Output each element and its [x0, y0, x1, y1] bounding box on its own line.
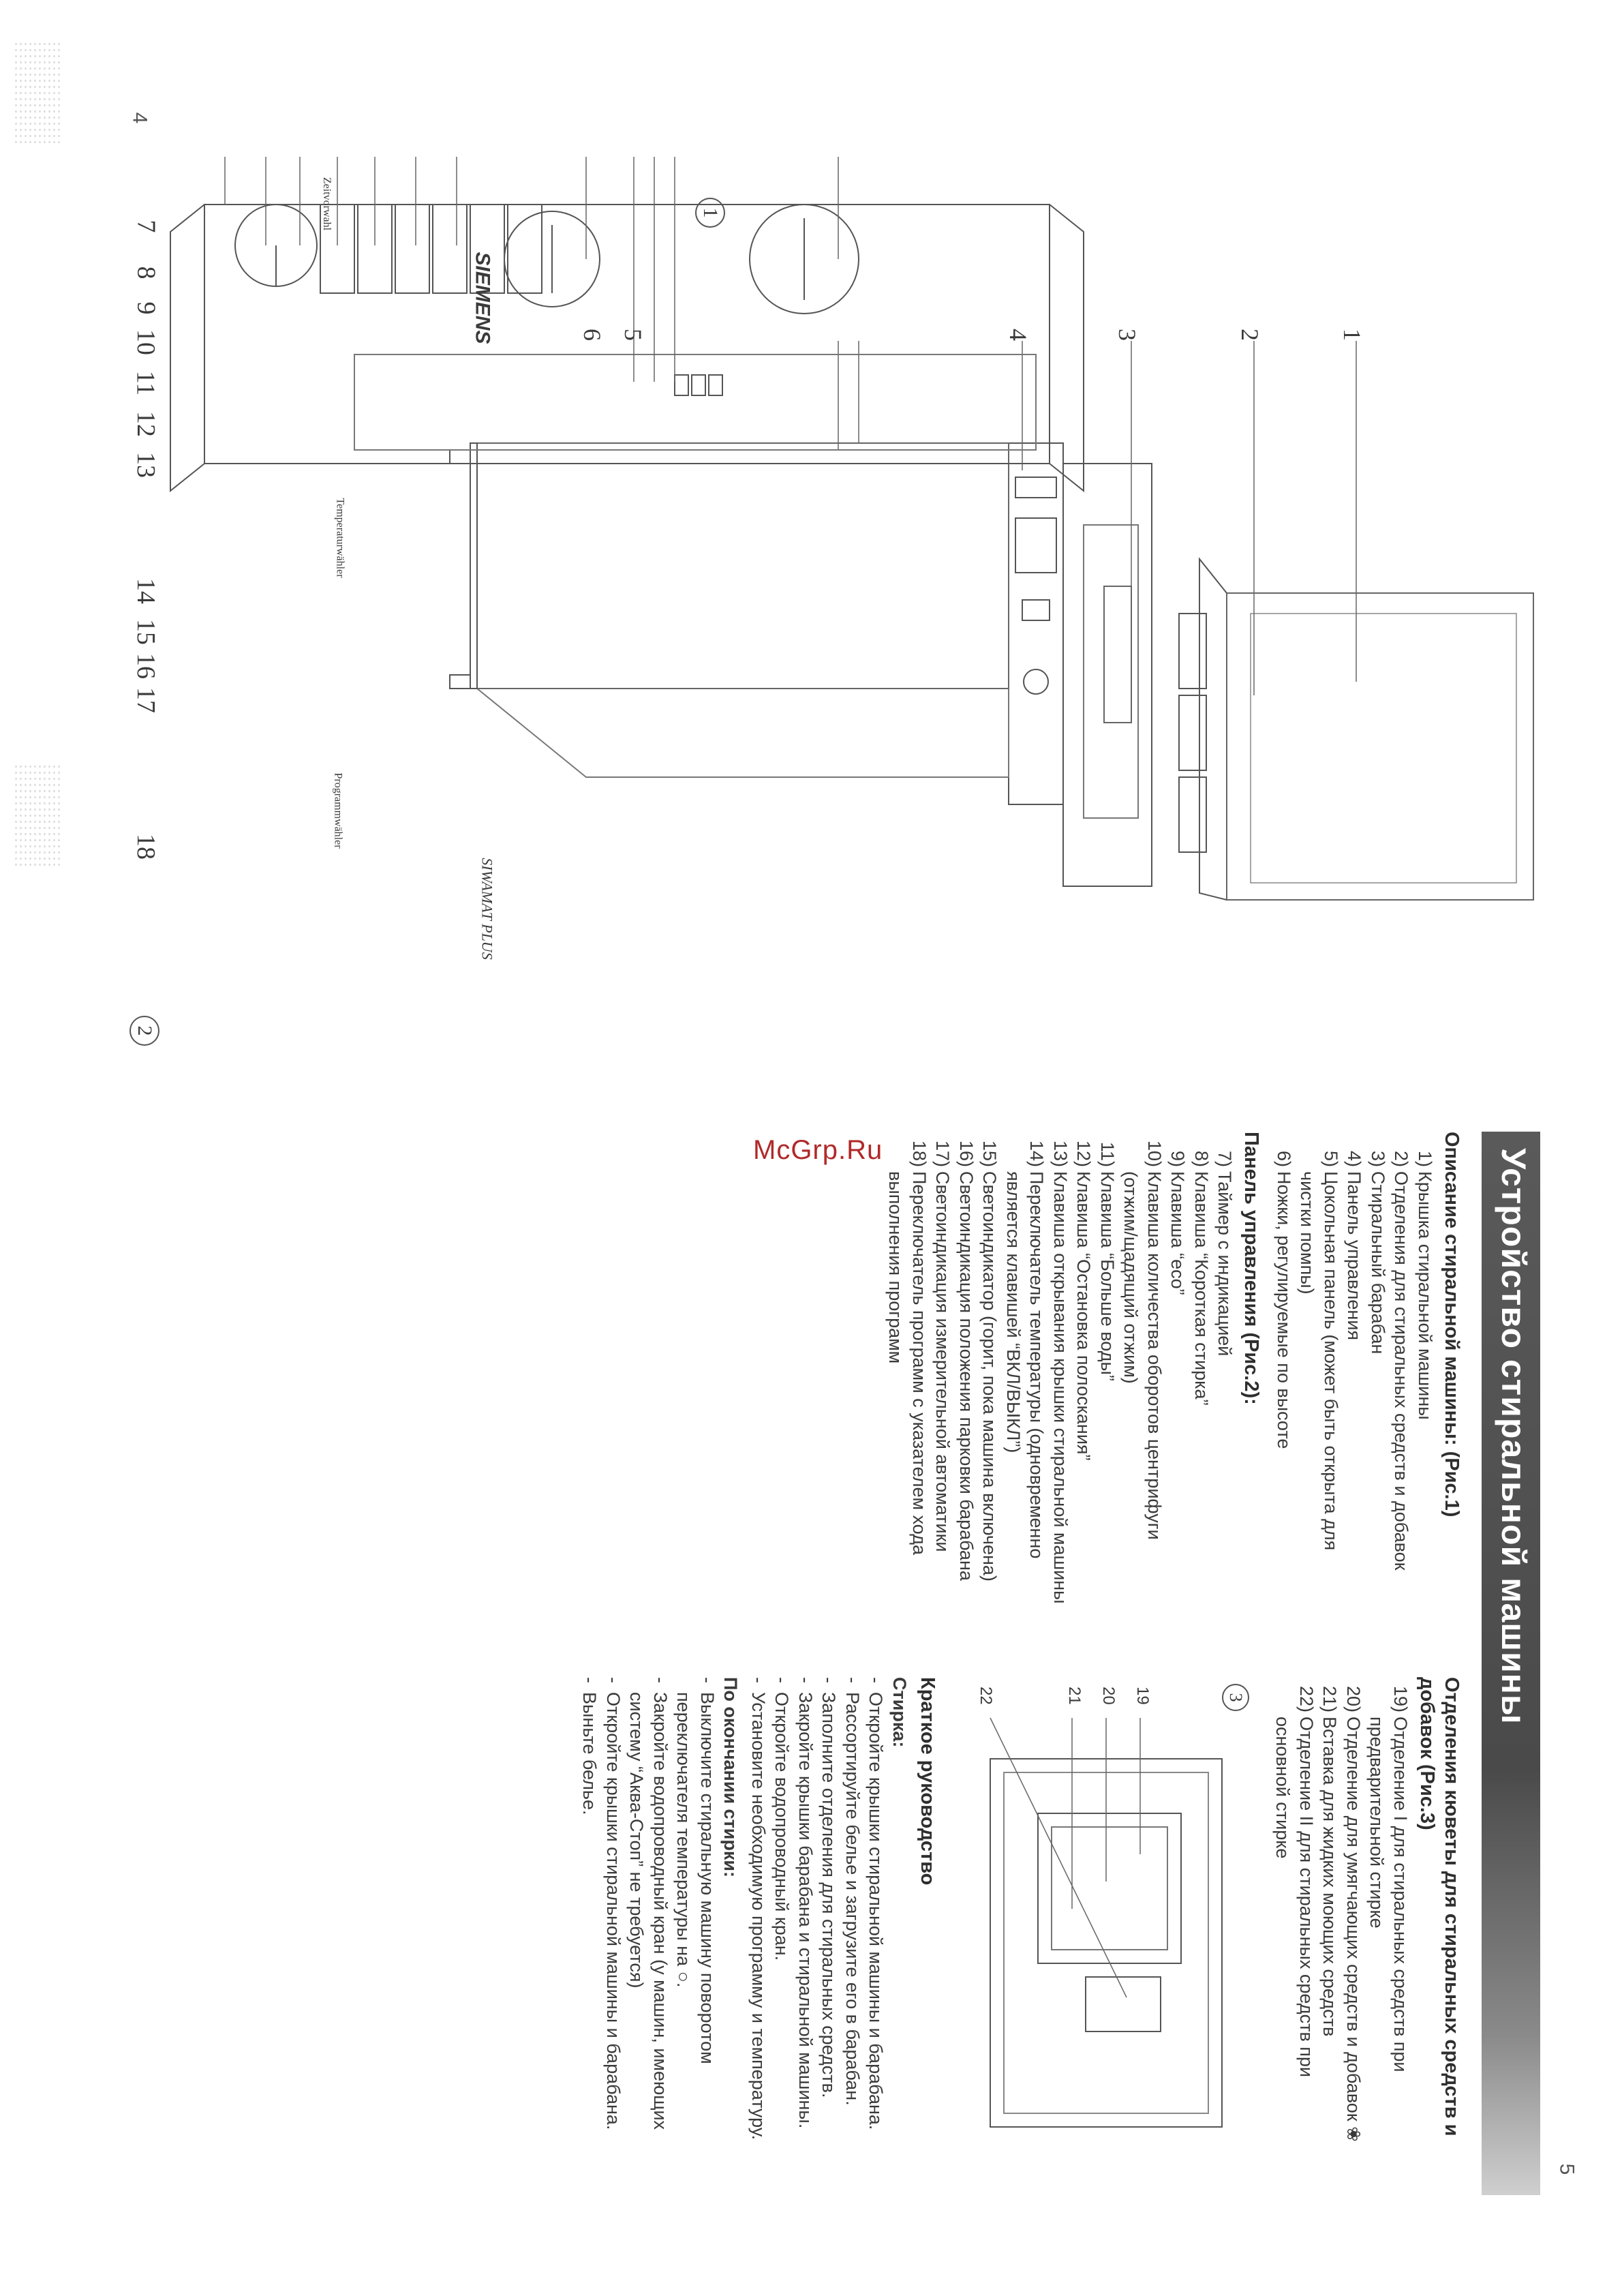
list-item: 3) Стиральный барабан: [1368, 1150, 1388, 1355]
callout-19: 19: [1133, 1687, 1152, 1705]
figure1-callout-leaders: [838, 341, 1356, 695]
list-item: 6) Ножки, регулируемые по высоте: [1274, 1150, 1294, 1449]
callout-22: 22: [977, 1687, 995, 1705]
callout-11: 11: [131, 370, 160, 396]
list-item: - Откройте крышки стиральной машины и барабана.: [864, 1677, 888, 2154]
list-item: 14) Переключатель температуры (одновременно является клавишей “ВКЛ/ВЫКЛ”): [1003, 1140, 1047, 1559]
list-item: 8) Клавиша “Короткая стирка”: [1191, 1150, 1212, 1406]
list-item: 7) Таймер с индикацией: [1214, 1150, 1236, 1357]
list-item: 11) Клавиша “Больше воды”: [1097, 1141, 1118, 1381]
model-name: SIWAMAT PLUS: [478, 858, 496, 960]
callout-1: 1: [1338, 329, 1366, 341]
list-item: 22) Отделение II для стиральных средств при основной стирке: [1272, 1685, 1317, 2078]
figure3-marker: 3: [1222, 1684, 1249, 1711]
figure1-machine: [450, 443, 1533, 900]
list-item: - Рассортируйте белье и загрузите его в барабан.: [841, 1677, 865, 2154]
machine-heading: Описание стиральной машины: (Рис.1): [1441, 1132, 1463, 1517]
figure3: [949, 1677, 1263, 2154]
callout-17: 17: [132, 687, 160, 713]
callout-5: 5: [619, 329, 647, 341]
page-number-left: 4: [128, 112, 151, 124]
brand-logo: SIEMENS: [471, 252, 494, 344]
wash-heading: Стирка:: [889, 1677, 910, 1748]
after-steps: [578, 1677, 719, 2154]
list-item: 21) Вставка для жидких моющих средств: [1319, 1685, 1341, 2037]
figure2-panel: [170, 205, 1084, 491]
list-item: 16) Светоиндикация положения парковки барабана: [956, 1140, 977, 1581]
callout-6: 6: [579, 329, 606, 341]
list-item: - Заполните отделения для стиральных средств.: [817, 1677, 841, 2154]
callout-16: 16: [132, 653, 160, 679]
wash-steps: [747, 1677, 888, 2154]
callout-20: 20: [1099, 1687, 1118, 1705]
list-item: - Выключите стиральную машину поворотом переключателя температуры на ○.: [672, 1677, 719, 2154]
page-number-right: 5: [1555, 2163, 1578, 2175]
callout-15: 15: [132, 619, 160, 645]
list-item: 12) Клавиша “Остановка полоскания”: [1073, 1140, 1095, 1461]
callout-10: 10: [132, 329, 160, 355]
figures-illustration: [0, 0, 1622, 1132]
callout-9: 9: [132, 301, 161, 315]
list-item: 19) Отделение I для стиральных средств при предварительной стирке: [1366, 1685, 1411, 2072]
dispenser-list: [1271, 1677, 1412, 2154]
list-item: - Откройте крышки стиральной машины и барабана.: [602, 1677, 626, 2154]
column-left: [876, 1132, 1464, 1609]
callout-14: 14: [132, 578, 160, 604]
callout-8: 8: [132, 266, 161, 280]
figure1-marker: 1: [695, 198, 725, 228]
watermark: McGrp.Ru: [753, 1135, 883, 1165]
list-item: 13) Клавиша открывания крышки стиральной машины: [1050, 1140, 1071, 1604]
guide-heading: Краткое руководство: [917, 1677, 938, 1886]
list-item: 15) Светоиндикатор (горит, пока машина включена): [979, 1140, 1000, 1582]
list-item: 2) Отделения для стиральных средств и добавок: [1391, 1150, 1412, 1571]
temperature-dial-label: Temperaturwähler: [334, 498, 346, 578]
column-right: [578, 1677, 1464, 2154]
figure3-illustration: [949, 1677, 1263, 2154]
callout-3: 3: [1114, 329, 1141, 341]
list-item: - Откройте водопроводный кран.: [770, 1677, 794, 2154]
callout-7: 7: [132, 220, 161, 233]
callout-4: 4: [1005, 329, 1032, 341]
text-page: [518, 1132, 1540, 2195]
list-item: 10) Клавиша количества оборотов центрифуги (отжим/щадящий отжим): [1120, 1140, 1165, 1540]
panel-list: [884, 1132, 1237, 1609]
figure2-callout-leaders: [225, 157, 838, 382]
timer-dial-label: Zeitvorwahl: [321, 177, 333, 231]
after-heading: По окончании стирки:: [720, 1677, 741, 1877]
callout-21: 21: [1065, 1687, 1084, 1705]
list-item: - Установите необходимую программу и температуру.: [747, 1677, 771, 2154]
dispenser-heading: Отделения кюветы для стиральных средств и добавок (Рис.3): [1416, 1677, 1463, 2136]
machine-list: [1272, 1132, 1437, 1609]
callout-13: 13: [132, 452, 160, 478]
panel-heading: Панель управления (Рис.2):: [1240, 1132, 1263, 1405]
callout-2: 2: [1236, 329, 1264, 341]
callout-18: 18: [132, 834, 160, 860]
list-item: 4) Панель управления: [1344, 1150, 1365, 1341]
list-item: 1) Крышка стиральной машины: [1415, 1150, 1435, 1420]
program-dial-label: Programmwähler: [332, 772, 344, 849]
figure2-marker: 2: [129, 1016, 159, 1046]
list-item: 5) Цокольная панель (может быть открыта для чистки помпы): [1297, 1150, 1341, 1551]
list-item: - Закройте водопроводный кран (у машин, имеющих систему “Аква-Стоп” не требуется): [625, 1677, 672, 2154]
list-item: - Выньте белье.: [578, 1677, 602, 2154]
list-item: - Закройте крышки барабана и стиральной машины.: [794, 1677, 818, 2154]
callout-12: 12: [132, 411, 160, 437]
list-item: 20) Отделение для умягчающих средств и добавок ❀: [1343, 1685, 1364, 2142]
title-band: [1482, 1132, 1540, 2195]
list-item: 18) Переключатель программ с указателем хода выполнения программ: [885, 1140, 930, 1555]
page-title: Устройство стиральной машины: [1495, 1148, 1533, 1725]
list-item: 9) Клавиша “eco”: [1167, 1150, 1189, 1295]
list-item: 17) Светоиндикация измерительной автоматики: [932, 1140, 953, 1552]
